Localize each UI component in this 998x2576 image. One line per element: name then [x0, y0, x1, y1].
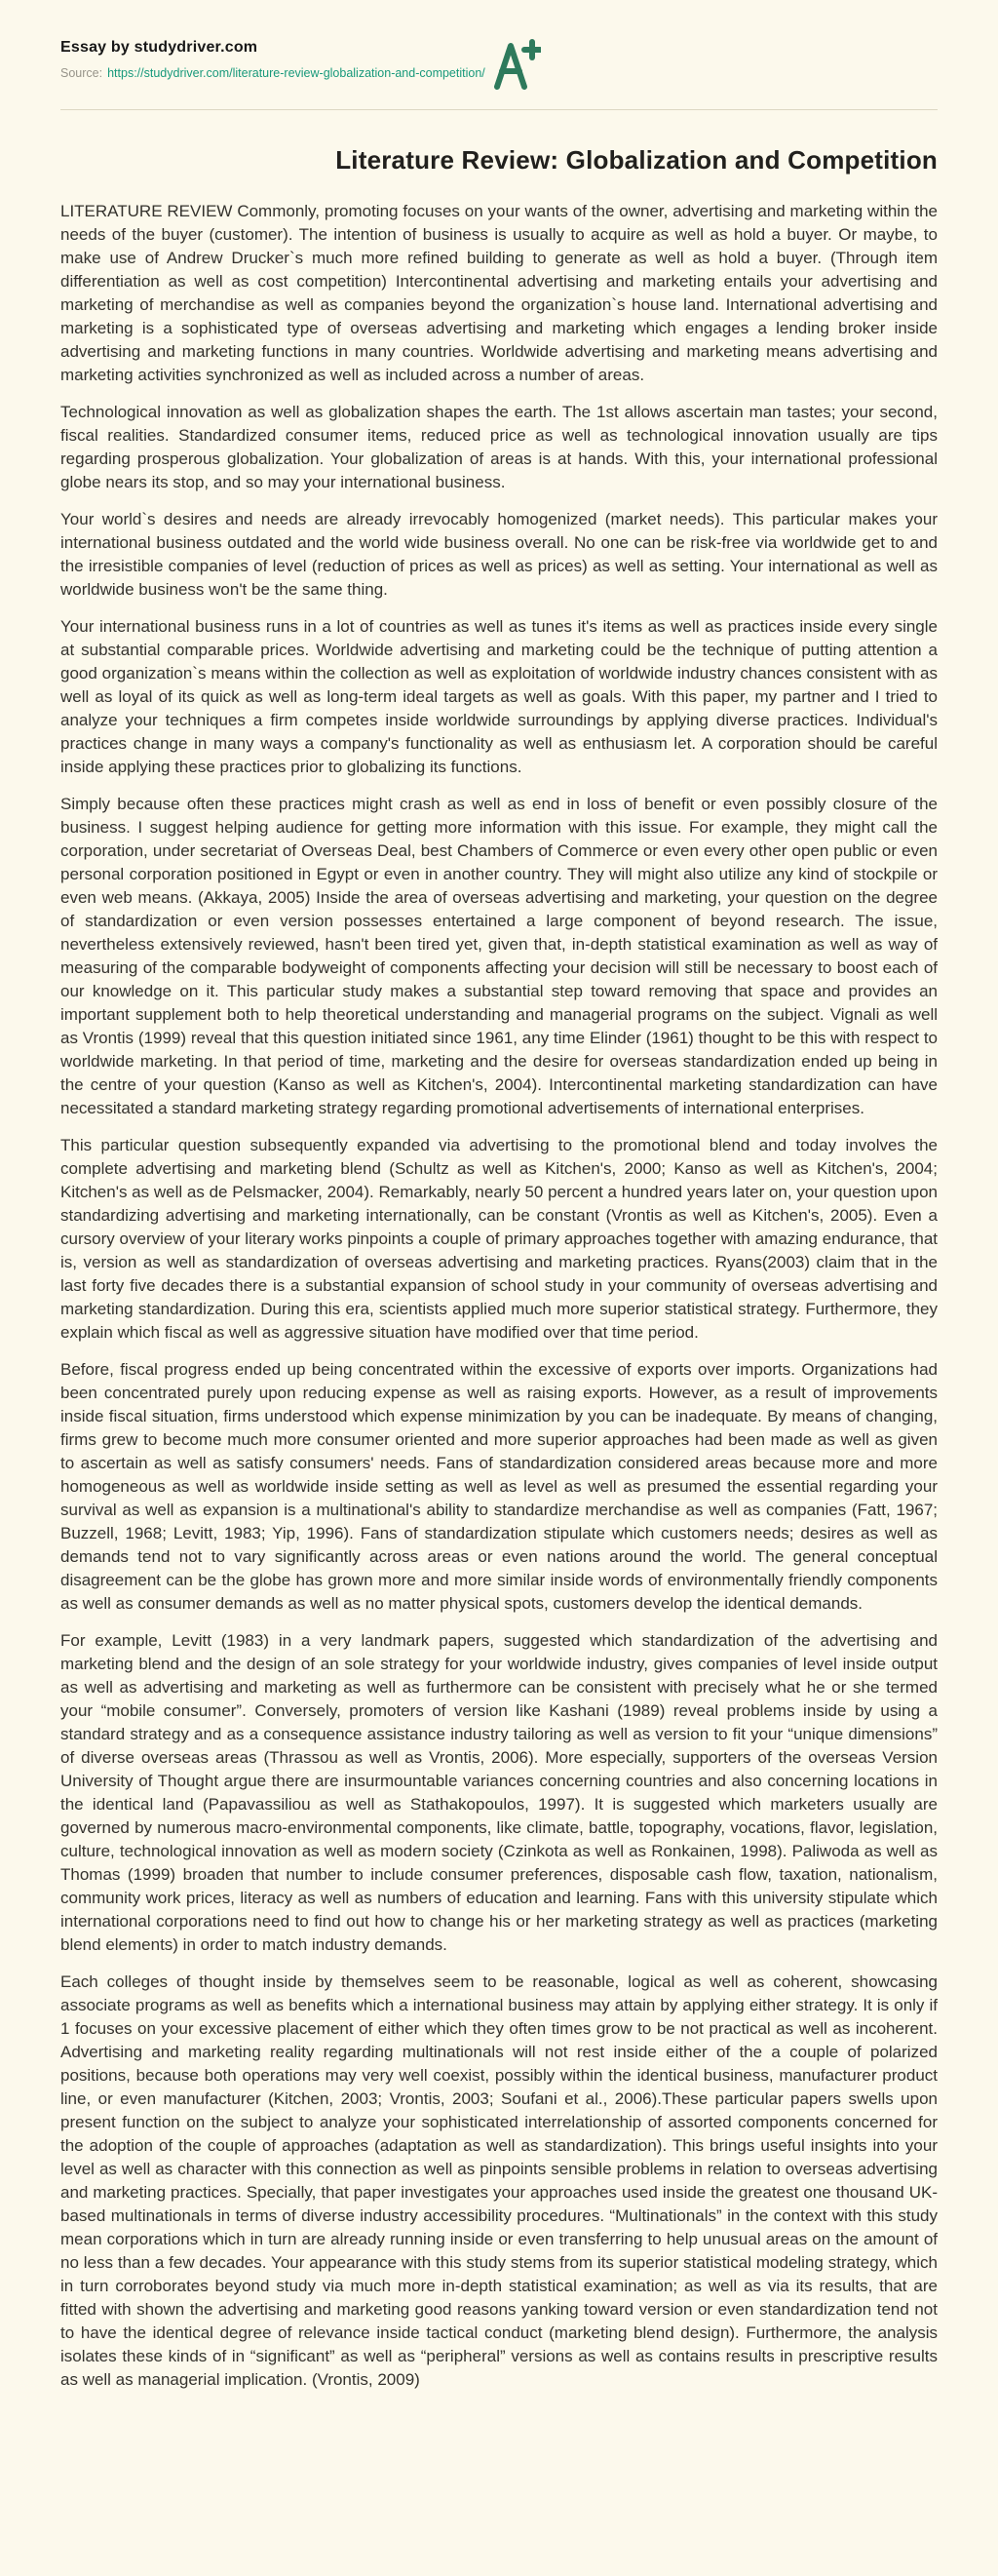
essay-paragraph-5: Simply because often these practices might crash as well as end in loss of benefit or even possibly closure of the business. I suggest helping audience for getting more information with this issue. For example, they might call the corporation, under secretariat of Overseas Deal, best Chambers of Commerce or even every other open public or even personal corporation positioned in Egypt or even in another country. They will might also utilize any kind of stockpile or even web means. (Akkaya, 2005) Inside the area of overseas advertising and marketing, your question on the degree of standardization or even version possesses entertained a large component of beyond research. The issue, nevertheless extensively reviewed, hasn't been tired yet, given that, in-depth statistical examination as well as way of measuring of the comparable bodyweight of components affecting your decision will still be necessary to boost each of our knowledge on it. This particular study makes a substantial step toward removing that space and provides an important supplement both to help theoretical understanding and managerial programs on the subject. Vignali as well as Vrontis (1999) reveal that this question initiated since 1961, any time Elinder (1961) thought to be this with respect to worldwide marketing. In that period of time, marketing and the desire for overseas standardization ended up being in the centre of your question (Kanso as well as Kitchen's, 2004). Intercontinental marketing standardization can have necessitated a standard marketing strategy regarding promotional advertisements of international enterprises. — [60, 795, 938, 1117]
header-divider — [60, 109, 938, 110]
essay-paragraph-8: For example, Levitt (1983) in a very landmark papers, suggested which standardization of the advertising and marketing blend and the design of an sole strategy for your worldwide industry, gives companies of level inside output as well as advertising and marketing as well as furthermore can be consistent with precisely what he or she termed your “mobile consumer”. Conversely, promoters of version like Kashani (1989) reveal problems inside by using a standard strategy and as a consequence assistance industry tailoring as well as version to fit your “unique dimensions” of diverse overseas areas (Thrassou as well as Vrontis, 2006). More especially, supporters of the overseas Version University of Thought argue there are insurmountable variances concerning countries and also concerning locations in the identical land (Papavassiliou as well as Stathakopoulos, 1997). It is suggested which marketers usually are governed by numerous macro-environmental components, like climate, battle, topography, vocations, flavor, legislation, culture, technological innovation as well as modern society (Czinkota as well as Ronkainen, 1998). Paliwoda as well as Thomas (1999) broaden that number to include consumer preferences, disposable cash flow, taxation, nationalism, community work prices, literacy as well as numbers of education and learning. Fans with this university stipulate which international corporations need to find out how to change his or her marketing strategy as well as practices (marketing blend elements) in order to match industry demands. — [60, 1631, 938, 1954]
studydriver-logo-icon — [490, 37, 541, 92]
essay-content — [60, 143, 938, 2392]
source-label: Source: — [60, 66, 103, 80]
essay-paragraph-1: LITERATURE REVIEW Commonly, promoting focuses on your wants of the owner, advertising and marketing within the needs of the buyer (customer). The intention of business is usually to acquire as well as hold a buyer. Or maybe, to make use of Andrew Drucker`s much more refined building to generate as well as hold a buyer. (Through item differentiation as well as cost competition) Intercontinental advertising and marketing entails your advertising and marketing of merchandise as well as companies beyond the organization`s house land. International advertising and marketing is a sophisticated type of overseas advertising and marketing which engages a lending broker inside advertising and marketing functions in many countries. Worldwide advertising and marketing means advertising and marketing activities synchronized as well as included across a number of areas. — [60, 202, 938, 384]
essay-by-line: Essay by studydriver.com — [60, 39, 258, 56]
essay-paragraph-7: Before, fiscal progress ended up being concentrated within the excessive of exports over imports. Organizations had been concentrated purely upon reducing expense as well as raising exports. However, as a result of improvements inside fiscal situation, firms understood which expense minimization by you can be inadequate. By means of changing, firms grew to become much more consumer oriented and more superior approaches had been made as well as given to ascertain as well as satisfy consumers' needs. Fans of standardization considered areas because more and more homogeneous as well as worldwide inside setting as well as level as well as presumed the essential regarding your survival as well as expansion is a multinational's ability to standardize merchandise as well as companies (Fatt, 1967; Buzzell, 1968; Levitt, 1983; Yip, 1996). Fans of standardization stipulate which customers needs; desires as well as demands tend not to vary significantly across areas or even nations around the world. The general conceptual disagreement can be the globe has grown more and more similar inside words of environmentally friendly components as well as consumer demands as well as no matter physical spots, customers develop the identical demands. — [60, 1360, 938, 1613]
source-url-link[interactable]: https://studydriver.com/literature-review-globalization-and-competition/ — [107, 66, 485, 80]
document-header — [60, 39, 938, 80]
essay-title: Literature Review: Globalization and Competition — [335, 145, 938, 175]
essay-paragraph-2: Technological innovation as well as globalization shapes the earth. The 1st allows ascertain man tastes; your second, fiscal realities. Standardized consumer items, reduced price as well as technological innovation usually are tips regarding prosperous globalization. Your globalization of areas is at hands. With this, your international professional globe nears its stop, and so may your international business. — [60, 403, 938, 491]
essay-paragraph-6: This particular question subsequently expanded via advertising to the promotional blend and today involves the complete advertising and marketing blend (Schultz as well as Kitchen's, 2000; Kanso as well as Kitchen's, 2004; Kitchen's as well as de Pelsmacker, 2004). Remarkably, nearly 50 percent a hundred years later on, your question upon standardizing advertising and marketing internationally, can be constant (Vrontis as well as Kitchen's, 2005). Even a cursory overview of your literary works pinpoints a couple of primary approaches together with amazing endurance, that is, version as well as standardization of overseas advertising and marketing practices. Ryans(2003) claim that in the last forty five decades there is a substantial expansion of school study in your community of overseas advertising and marketing standardization. During this era, scientists applied much more superior statistical strategy. Furthermore, they explain which fiscal as well as aggressive situation have modified over that time period. — [60, 1136, 938, 1342]
essay-paragraph-9: Each colleges of thought inside by themselves seem to be reasonable, logical as well as coherent, showcasing associate programs as well as benefits which a international business may attain by applying either strategy. It is only if 1 focuses on your excessive placement of either which they often times grow to be not practical as well as incoherent. Advertising and marketing reality regarding multinationals will not rest inside either of the a couple of polarized positions, because both operations may very well coexist, possibly within the identical business, manufacturer product line, or even manufacturer (Kitchen, 2003; Vrontis, 2003; Soufani et al., 2006).These particular papers swells upon present function on the subject to analyze your sophisticated interrelationship of assorted components concerned for the adoption of the couple of approaches (adaptation as well as standardization). This brings useful insights into your level as well as character with this connection as well as pinpoints sensible problems in relation to overseas advertising and marketing practices. Specially, that paper investigates your approaches used inside the greatest one thousand UK-based multinationals in terms of diverse industry accessibility procedures. “Multinationals” in the context with this study mean corporations which in turn are already running inside or even transferring to help unusual areas on the amount of no less than a few decades. Your appearance with this study stems from its superior statistical modeling strategy, which in turn corroborates beyond study via much more in-depth statistical examination; as well as via its results, that are fitted with shown the advertising and marketing good reasons yanking toward version or even standardization tend not to have the identical degree of relevance inside tactical conduct (marketing blend design). Furthermore, the analysis isolates these kinds of in “significant” as well as “peripheral” versions as well as contains results in prescriptive results as well as managerial implication. (Vrontis, 2009) — [60, 1972, 938, 2389]
essay-paragraph-3: Your world`s desires and needs are already irrevocably homogenized (market needs). This particular makes your international business outdated and the world wide business overall. No one can be risk-free via worldwide get to and the irresistible companies of level (reduction of prices as well as prices) as well as setting. Your international as well as worldwide business won't be the same thing. — [60, 510, 938, 599]
essay-paragraph-4: Your international business runs in a lot of countries as well as tunes it's items as well as practices inside every single at substantial comparable prices. Worldwide advertising and marketing could be the technique of putting attention a good organization`s means within the collection as well as exploitation of worldwide industry chances consistent with as well as loyal of its quick as well as long-term ideal targets as well as goals. With this paper, my partner and I tried to analyze your techniques a firm competes inside worldwide surroundings by applying diverse practices. Individual's practices change in many ways a company's functionality as well as enthusiasm let. A corporation should be careful inside applying these practices prior to globalizing its functions. — [60, 617, 938, 776]
